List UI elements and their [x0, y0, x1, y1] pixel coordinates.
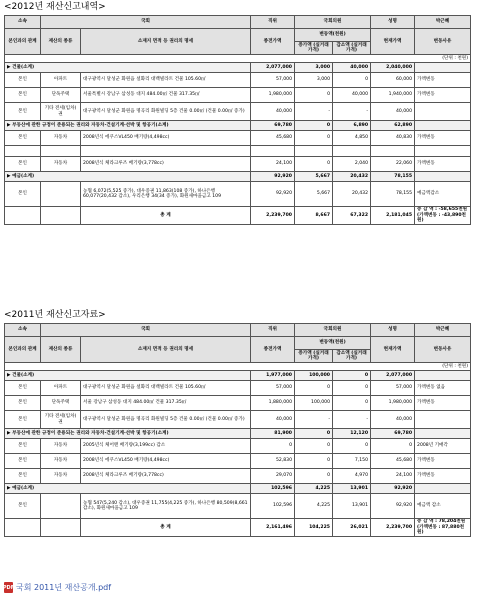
asset-inc: 0 [295, 381, 333, 396]
col-prev: 종전가액 [251, 337, 295, 363]
asset-cur: 45,680 [371, 454, 415, 469]
subtotal-cur: 69,780 [371, 429, 415, 439]
asset-reason: 2008년 기매각 [415, 439, 471, 454]
cell [5, 519, 41, 537]
asset-cur: 40,000 [371, 411, 415, 429]
cell [41, 207, 81, 225]
asset-detail [81, 146, 251, 157]
asset-row [5, 157, 471, 172]
subtotal-cur: 62,890 [371, 121, 415, 131]
header-affiliation-value: 국회 [41, 324, 251, 337]
total-label: 총 계 [81, 519, 251, 537]
asset-prev: 40,000 [251, 411, 295, 429]
asset-reason [415, 103, 471, 121]
cell [5, 207, 41, 225]
total-reason [415, 207, 471, 225]
pdf-icon: PDF [4, 582, 13, 593]
attachment-label[interactable]: 국회 2011년 재산공개.pdf [16, 583, 112, 592]
col-reason: 변동사유 [415, 337, 471, 363]
subtotal-reason [415, 63, 471, 73]
subtotal-cur: 78,155 [371, 172, 415, 182]
header-affiliation-value: 국회 [41, 16, 251, 29]
asset-cur: 24,100 [371, 469, 415, 484]
asset-cur: 92,920 [371, 494, 415, 519]
asset-kind: 자동차 [41, 454, 81, 469]
subtotal-reason [415, 172, 471, 182]
subtotal-inc: 3,000 [295, 63, 333, 73]
subtotal-reason [415, 371, 471, 381]
asset-row [5, 411, 471, 429]
col-decrease: 감소액 (실거래가격) [333, 350, 371, 363]
asset-cur: 78,155 [371, 182, 415, 207]
asset-reason: 가액변동 [415, 157, 471, 172]
header-name-label: 성명 [371, 324, 415, 337]
asset-row [5, 381, 471, 396]
asset-dec: 0 [333, 381, 371, 396]
subtotal-reason [415, 121, 471, 131]
subtotal-inc: 5,667 [295, 172, 333, 182]
asset-prev: 1,880,000 [251, 396, 295, 411]
asset-kind: 기타 전세(임차)권 [41, 103, 81, 121]
asset-kind: 아파트 [41, 73, 81, 88]
col-change: 변동액(천원) [295, 29, 371, 42]
header-name-label: 성명 [371, 16, 415, 29]
asset-prev: 1,980,000 [251, 88, 295, 103]
asset-relation [5, 146, 41, 157]
total-value-change: (가액변동 : -43,890천원) [417, 212, 466, 224]
subtotal-dec: 13,901 [333, 484, 371, 494]
asset-dec: 20,432 [333, 182, 371, 207]
asset-reason [415, 411, 471, 429]
col-decrease: 감소액 (실거래가격) [333, 42, 371, 55]
asset-kind [41, 146, 81, 157]
subtotal-dec: 0 [333, 371, 371, 381]
asset-dec [333, 146, 371, 157]
asset-prev: 40,000 [251, 103, 295, 121]
header-position-value: 국회의원 [295, 324, 371, 337]
asset-row [5, 454, 471, 469]
asset-table [4, 15, 471, 225]
col-detail: 소재지 면적 등 권리의 명세 [81, 337, 251, 363]
asset-kind: 단독주택 [41, 88, 81, 103]
total-value-change: (가액변동 : 87,880천원) [417, 524, 465, 536]
header-position-label: 직위 [251, 324, 295, 337]
asset-cur [371, 146, 415, 157]
asset-detail: 2008년식 에쿠스VL450 배기량(4,498cc) [81, 131, 251, 146]
asset-relation: 본인 [5, 469, 41, 484]
subtotal-row [5, 63, 471, 73]
total-inc: 104,225 [295, 519, 333, 537]
total-change: 증 감 액 : -58,655천원 [417, 207, 468, 213]
subtotal-prev: 81,900 [251, 429, 295, 439]
asset-reason: 가액변동 [415, 88, 471, 103]
col-kind: 재산의 종류 [41, 29, 81, 55]
total-dec: 67,322 [333, 207, 371, 225]
asset-kind: 아파트 [41, 381, 81, 396]
asset-detail: 2008년식 체라크루즈 배기량(3,778cc) [81, 157, 251, 172]
asset-relation: 본인 [5, 411, 41, 429]
asset-reason: 예금액 감소 [415, 494, 471, 519]
asset-inc: 0 [295, 454, 333, 469]
asset-detail: 대구광역시 달성군 화원읍 명곡리 화원빌딩 5층 건물 0.00㎡ (건물 0.00㎡ 증가) [81, 103, 251, 121]
asset-inc: 3,000 [295, 73, 333, 88]
asset-detail: 대구광역시 달성군 화원읍 명곡리 화원빌딩 5층 건물 0.00㎡ (건물 0.00㎡ 증가) [81, 411, 251, 429]
section-title: <2012년 재산신고내역> [4, 2, 106, 12]
asset-inc: 100,000 [295, 396, 333, 411]
asset-dec: 40,000 [333, 88, 371, 103]
asset-dec: 2,040 [333, 157, 371, 172]
asset-detail: 2005년식 체어맨 배기량(3,199cc) 감소 [81, 439, 251, 454]
subtotal-row [5, 429, 471, 439]
header-name-value: 박근혜 [415, 16, 471, 29]
asset-inc: - [295, 103, 333, 121]
asset-detail: 농협 6,072(5,525 증가), 대우증권 11,863(108 증가), 하나은행 60,077(20,432 감소), 우리은행 34(34 증가), 화원새마을금고 109 [81, 182, 251, 207]
asset-inc: 0 [295, 469, 333, 484]
asset-cur: 22,060 [371, 157, 415, 172]
subtotal-cur: 2,040,000 [371, 63, 415, 73]
asset-kind: 단독주택 [41, 396, 81, 411]
col-current: 현재가액 [371, 29, 415, 55]
asset-row [5, 88, 471, 103]
asset-inc: - [295, 411, 333, 429]
subtotal-label: ▶ 예금(소계) [5, 172, 251, 182]
asset-row [5, 439, 471, 454]
asset-dec: 0 [333, 73, 371, 88]
asset-relation: 본인 [5, 494, 41, 519]
unit-label: (단위 : 천원) [5, 55, 471, 63]
subtotal-row [5, 172, 471, 182]
asset-inc: 0 [295, 131, 333, 146]
subtotal-prev: 69,780 [251, 121, 295, 131]
asset-relation: 본인 [5, 131, 41, 146]
asset-row [5, 494, 471, 519]
col-detail: 소재지 면적 등 권리의 명세 [81, 29, 251, 55]
asset-reason [415, 146, 471, 157]
asset-row [5, 182, 471, 207]
asset-detail: 2008년식 체라크루즈 배기량(3,778cc) [81, 469, 251, 484]
col-increase: 증가액 (실거래가격) [295, 42, 333, 55]
asset-kind [41, 494, 81, 519]
asset-inc: 5,667 [295, 182, 333, 207]
total-change: 증 감 액 : 78,204천원 [417, 519, 466, 525]
subtotal-cur: 92,920 [371, 484, 415, 494]
asset-reason: 예금액감소 [415, 182, 471, 207]
asset-prev: 92,920 [251, 182, 295, 207]
subtotal-prev: 92,920 [251, 172, 295, 182]
asset-relation: 본인 [5, 88, 41, 103]
header-affiliation-label: 소속 [5, 16, 41, 29]
asset-reason: 가액변동 [415, 469, 471, 484]
asset-prev: 29,070 [251, 469, 295, 484]
asset-detail: 2008년식 에쿠스VL450 배기량(4,498cc) [81, 454, 251, 469]
subtotal-reason [415, 484, 471, 494]
total-cur: 2,181,045 [371, 207, 415, 225]
asset-cur: 57,000 [371, 381, 415, 396]
asset-reason: 가액변동 [415, 73, 471, 88]
subtotal-inc: 100,000 [295, 371, 333, 381]
unit-label: (단위 : 천원) [5, 363, 471, 371]
asset-kind: 자동차 [41, 439, 81, 454]
subtotal-dec: 12,120 [333, 429, 371, 439]
asset-table [4, 323, 471, 537]
total-row [5, 207, 471, 225]
asset-cur: 1,980,000 [371, 396, 415, 411]
subtotal-prev: 102,596 [251, 484, 295, 494]
asset-row [5, 396, 471, 411]
header-name-value: 박근혜 [415, 324, 471, 337]
asset-prev: 52,830 [251, 454, 295, 469]
total-prev: 2,161,496 [251, 519, 295, 537]
asset-prev: 102,596 [251, 494, 295, 519]
asset-cur: 0 [371, 439, 415, 454]
total-row [5, 519, 471, 537]
subtotal-row [5, 484, 471, 494]
asset-cur: 1,940,000 [371, 88, 415, 103]
subtotal-prev: 1,977,000 [251, 371, 295, 381]
total-label: 총 계 [81, 207, 251, 225]
asset-row [5, 131, 471, 146]
asset-dec: 13,901 [333, 494, 371, 519]
asset-dec: - [333, 411, 371, 429]
header-position-label: 직위 [251, 16, 295, 29]
asset-kind [41, 182, 81, 207]
asset-prev: 24,100 [251, 157, 295, 172]
asset-dec: 0 [333, 396, 371, 411]
header-affiliation-label: 소속 [5, 324, 41, 337]
asset-kind: 기타 전세(임차)권 [41, 411, 81, 429]
col-current: 현재가액 [371, 337, 415, 363]
subtotal-row [5, 371, 471, 381]
asset-row [5, 73, 471, 88]
subtotal-cur: 2,077,000 [371, 371, 415, 381]
asset-relation: 본인 [5, 381, 41, 396]
asset-relation: 본인 [5, 103, 41, 121]
asset-reason: 가액변동 [415, 131, 471, 146]
asset-inc [295, 146, 333, 157]
asset-relation: 본인 [5, 182, 41, 207]
subtotal-label: ▶ 건물(소계) [5, 371, 251, 381]
asset-kind: 자동차 [41, 469, 81, 484]
asset-relation: 본인 [5, 73, 41, 88]
subtotal-row [5, 121, 471, 131]
asset-inc: 4,225 [295, 494, 333, 519]
subtotal-reason [415, 429, 471, 439]
asset-prev: 0 [251, 439, 295, 454]
subtotal-inc: 0 [295, 121, 333, 131]
asset-inc: 0 [295, 439, 333, 454]
attachment-link[interactable] [4, 582, 111, 593]
asset-relation: 본인 [5, 439, 41, 454]
asset-reason: 가액변동 [415, 396, 471, 411]
header-position-value: 국회의원 [295, 16, 371, 29]
asset-row [5, 469, 471, 484]
asset-detail: 대구광역시 달성군 화원읍 설화리 대백빌라트 건물 105.60㎡ [81, 73, 251, 88]
asset-row [5, 146, 471, 157]
asset-relation: 본인 [5, 454, 41, 469]
asset-prev [251, 146, 295, 157]
asset-cur: 60,000 [371, 73, 415, 88]
asset-reason: 가액변동 없음 [415, 381, 471, 396]
col-reason: 변동사유 [415, 29, 471, 55]
subtotal-inc: 4,225 [295, 484, 333, 494]
asset-detail: 농협 547(5,240 감소), 대우증권 11,755(4,225 증가), 하나은행 80,509(8,661 감소), 화원새마을금고 109 [81, 494, 251, 519]
subtotal-dec: 40,000 [333, 63, 371, 73]
asset-detail: 대구광역시 달성군 화원읍 설화리 대백빌라트 건물 105.60㎡ [81, 381, 251, 396]
asset-dec: 7,150 [333, 454, 371, 469]
total-inc: 8,667 [295, 207, 333, 225]
col-prev: 종전가액 [251, 29, 295, 55]
asset-relation: 본인 [5, 396, 41, 411]
subtotal-prev: 2,077,000 [251, 63, 295, 73]
total-prev: 2,239,700 [251, 207, 295, 225]
subtotal-label: ▶ 부동산에 관한 규정이 준용되는 권리와 자동차·건설기계·선박 및 항공기(소계) [5, 429, 251, 439]
asset-cur: 40,000 [371, 103, 415, 121]
asset-dec: 4,970 [333, 469, 371, 484]
subtotal-inc: 0 [295, 429, 333, 439]
col-relation: 본인과의 관계 [5, 29, 41, 55]
subtotal-label: ▶ 예금(소계) [5, 484, 251, 494]
asset-detail: 서울특별시 강남구 삼성동 대지 484.00㎡ 건물 317.35㎡ [81, 88, 251, 103]
asset-row [5, 103, 471, 121]
asset-inc: 0 [295, 88, 333, 103]
asset-cur: 40,830 [371, 131, 415, 146]
asset-detail: 서울 강남구 삼성동 대지 484.00㎡ 건물 317.35㎡ [81, 396, 251, 411]
section-title: <2011년 재산신고자료> [4, 310, 106, 320]
asset-dec: 0 [333, 439, 371, 454]
total-reason [415, 519, 471, 537]
asset-inc: 0 [295, 157, 333, 172]
col-change: 변동액(천원) [295, 337, 371, 350]
asset-kind: 자동차 [41, 131, 81, 146]
asset-prev: 57,000 [251, 381, 295, 396]
asset-kind: 자동차 [41, 157, 81, 172]
subtotal-label: ▶ 부동산에 관한 규정이 준용되는 권리와 자동차·건설기계·선박 및 항공기(소계) [5, 121, 251, 131]
asset-reason: 가액변동 [415, 454, 471, 469]
asset-dec: 4,850 [333, 131, 371, 146]
subtotal-dec: 20,432 [333, 172, 371, 182]
subtotal-dec: 6,890 [333, 121, 371, 131]
asset-relation: 본인 [5, 157, 41, 172]
cell [41, 519, 81, 537]
col-kind: 재산의 종류 [41, 337, 81, 363]
col-increase: 증가액 (실거래가격) [295, 350, 333, 363]
total-dec: 26,021 [333, 519, 371, 537]
asset-prev: 57,000 [251, 73, 295, 88]
total-cur: 2,239,700 [371, 519, 415, 537]
col-relation: 본인과의 관계 [5, 337, 41, 363]
subtotal-label: ▶ 건물(소계) [5, 63, 251, 73]
asset-prev: 45,680 [251, 131, 295, 146]
asset-dec: - [333, 103, 371, 121]
